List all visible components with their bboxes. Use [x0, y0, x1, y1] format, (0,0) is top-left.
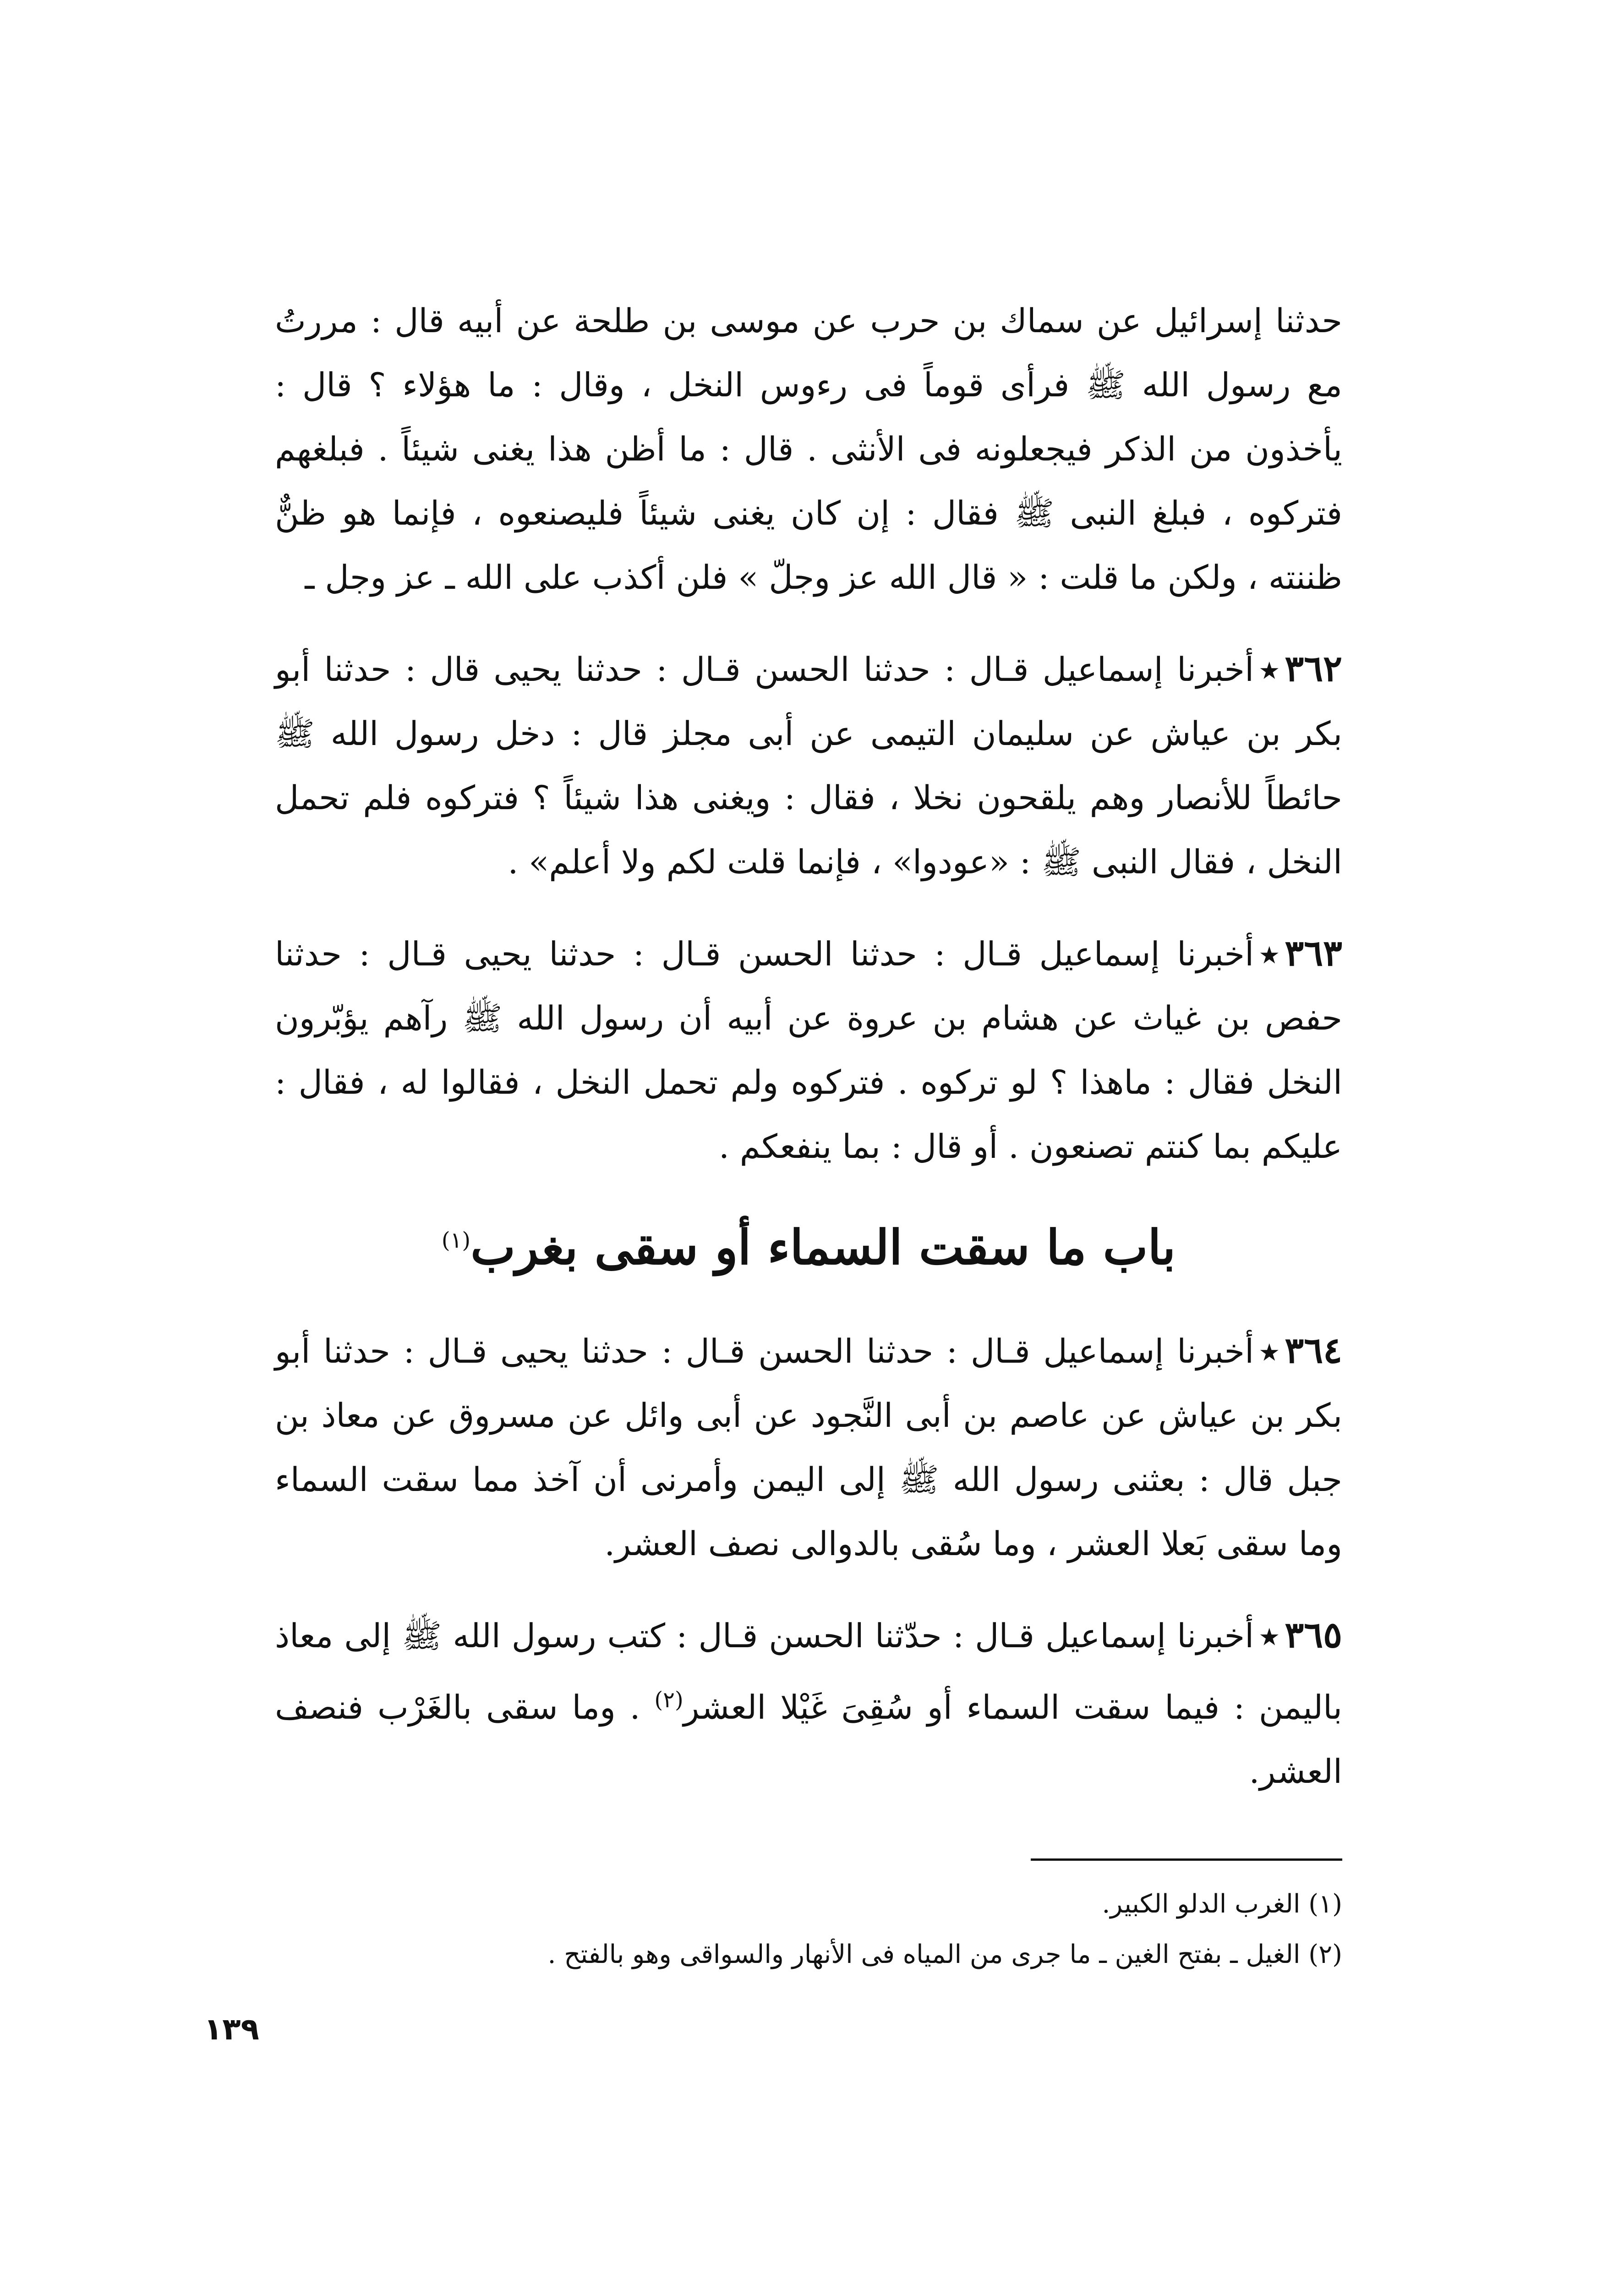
paragraph-text: أخبرنا إسماعيل قـال : حدثنا الحسن قـال : حدثنا يحيى قال : حدثنا أبو بكر بن عياش عن سليمان التيمى عن أبى مجلز قال : دخل رسول الله ﷺ حائطاً للأنصار وهم يلقحون نخلا ، فقال : ويغنى هذا شيئاً ؟ فتركوه فلم تحمل النخل ، فقال النبى ﷺ : «عودوا» ، فإنما قلت لكم ولا أعلم» .	[275, 650, 1342, 881]
hadith-number: ٣٦٤	[1285, 1329, 1342, 1371]
hadith-number: ٣٦٢	[1285, 648, 1342, 690]
hadith-separator: ٭	[1260, 1616, 1279, 1655]
paragraph-text: أخبرنا إسماعيل قـال : حدّثنا الحسن قـال : كتب رسول الله ﷺ إلى معاذ باليمن : فيما سقت السماء أو سُقِىَ غَيْلا العشر	[275, 1616, 1343, 1726]
footnote-2: (٢) الغيل ـ بفتح الغين ـ ما جرى من المياه فى الأنهار والسواقى وهو بالفتح .	[547, 1939, 1342, 1969]
hadith-separator: ٭	[1260, 1331, 1279, 1370]
hadith-separator: ٭	[1260, 650, 1279, 689]
footnote-ref: (٢)	[654, 1687, 684, 1713]
page-body	[275, 289, 1342, 1980]
hadith-363	[275, 921, 1342, 1178]
page-number: ١٣٩	[204, 2011, 259, 2047]
footnote-divider	[1031, 1858, 1342, 1861]
paragraph-text-after: . وما سقى بالغَرْب فنصف العشر.	[275, 1688, 1342, 1791]
paragraph-text: أخبرنا إسماعيل قـال : حدثنا الحسن قـال : حدثنا يحيى قـال : حدثنا حفص بن غياث عن هشام بن عروة عن أبيه أن رسول الله ﷺ رآهم يؤبّرون النخل فقال : ماهذا ؟ لو تركوه . فتركوه ولم تحمل النخل ، فقالوا له ، فقال : عليكم بما كنتم تصنعون . أو قال : بما ينفعكم .	[275, 935, 1342, 1166]
hadith-separator: ٭	[1260, 934, 1279, 973]
footnote-ref: (١)	[441, 1228, 471, 1253]
hadith-364	[275, 1319, 1342, 1576]
hadith-362	[275, 637, 1342, 894]
footnote-1: (١) الغرب الدلو الكبير.	[1102, 1889, 1342, 1919]
chapter-title-text: باب ما سقت السماء أو سقى بغرب	[470, 1219, 1176, 1276]
chapter-title	[275, 1206, 1342, 1282]
hadith-365	[275, 1603, 1342, 1803]
paragraph-continuation	[275, 289, 1342, 609]
hadith-number: ٣٦٣	[1285, 932, 1342, 974]
paragraph-text: أخبرنا إسماعيل قـال : حدثنا الحسن قـال : حدثنا يحيى قـال : حدثنا أبو بكر بن عياش عن عاصم بن أبى النَّجود عن أبى وائل عن مسروق عن معاذ بن جبل قال : بعثنى رسول الله ﷺ إلى اليمن وأمرنى أن آخذ مما سقت السماء وما سقى بَعلا العشر ، وما سُقى بالدوالى نصف العشر.	[275, 1332, 1342, 1563]
hadith-number: ٣٦٥	[1285, 1614, 1342, 1656]
paragraph-text: حدثنا إسرائيل عن سماك بن حرب عن موسى بن طلحة عن أبيه قال : مررتُ مع رسول الله ﷺ فرأى قوماً فى رءوس النخل ، وقال : ما هؤلاء ؟ قال : يأخذون من الذكر فيجعلونه فى الأنثى . قال : ما أظن هذا يغنى شيئاً . فبلغهم فتركوه ، فبلغ النبى ﷺ فقال : إن كان يغنى شيئاً فليصنعوه ، فإنما هو ظنٌّ ظننته ، ولكن ما قلت : « قال الله عز وجلّ » فلن أكذب على الله ـ عز وجل ـ	[275, 301, 1342, 597]
